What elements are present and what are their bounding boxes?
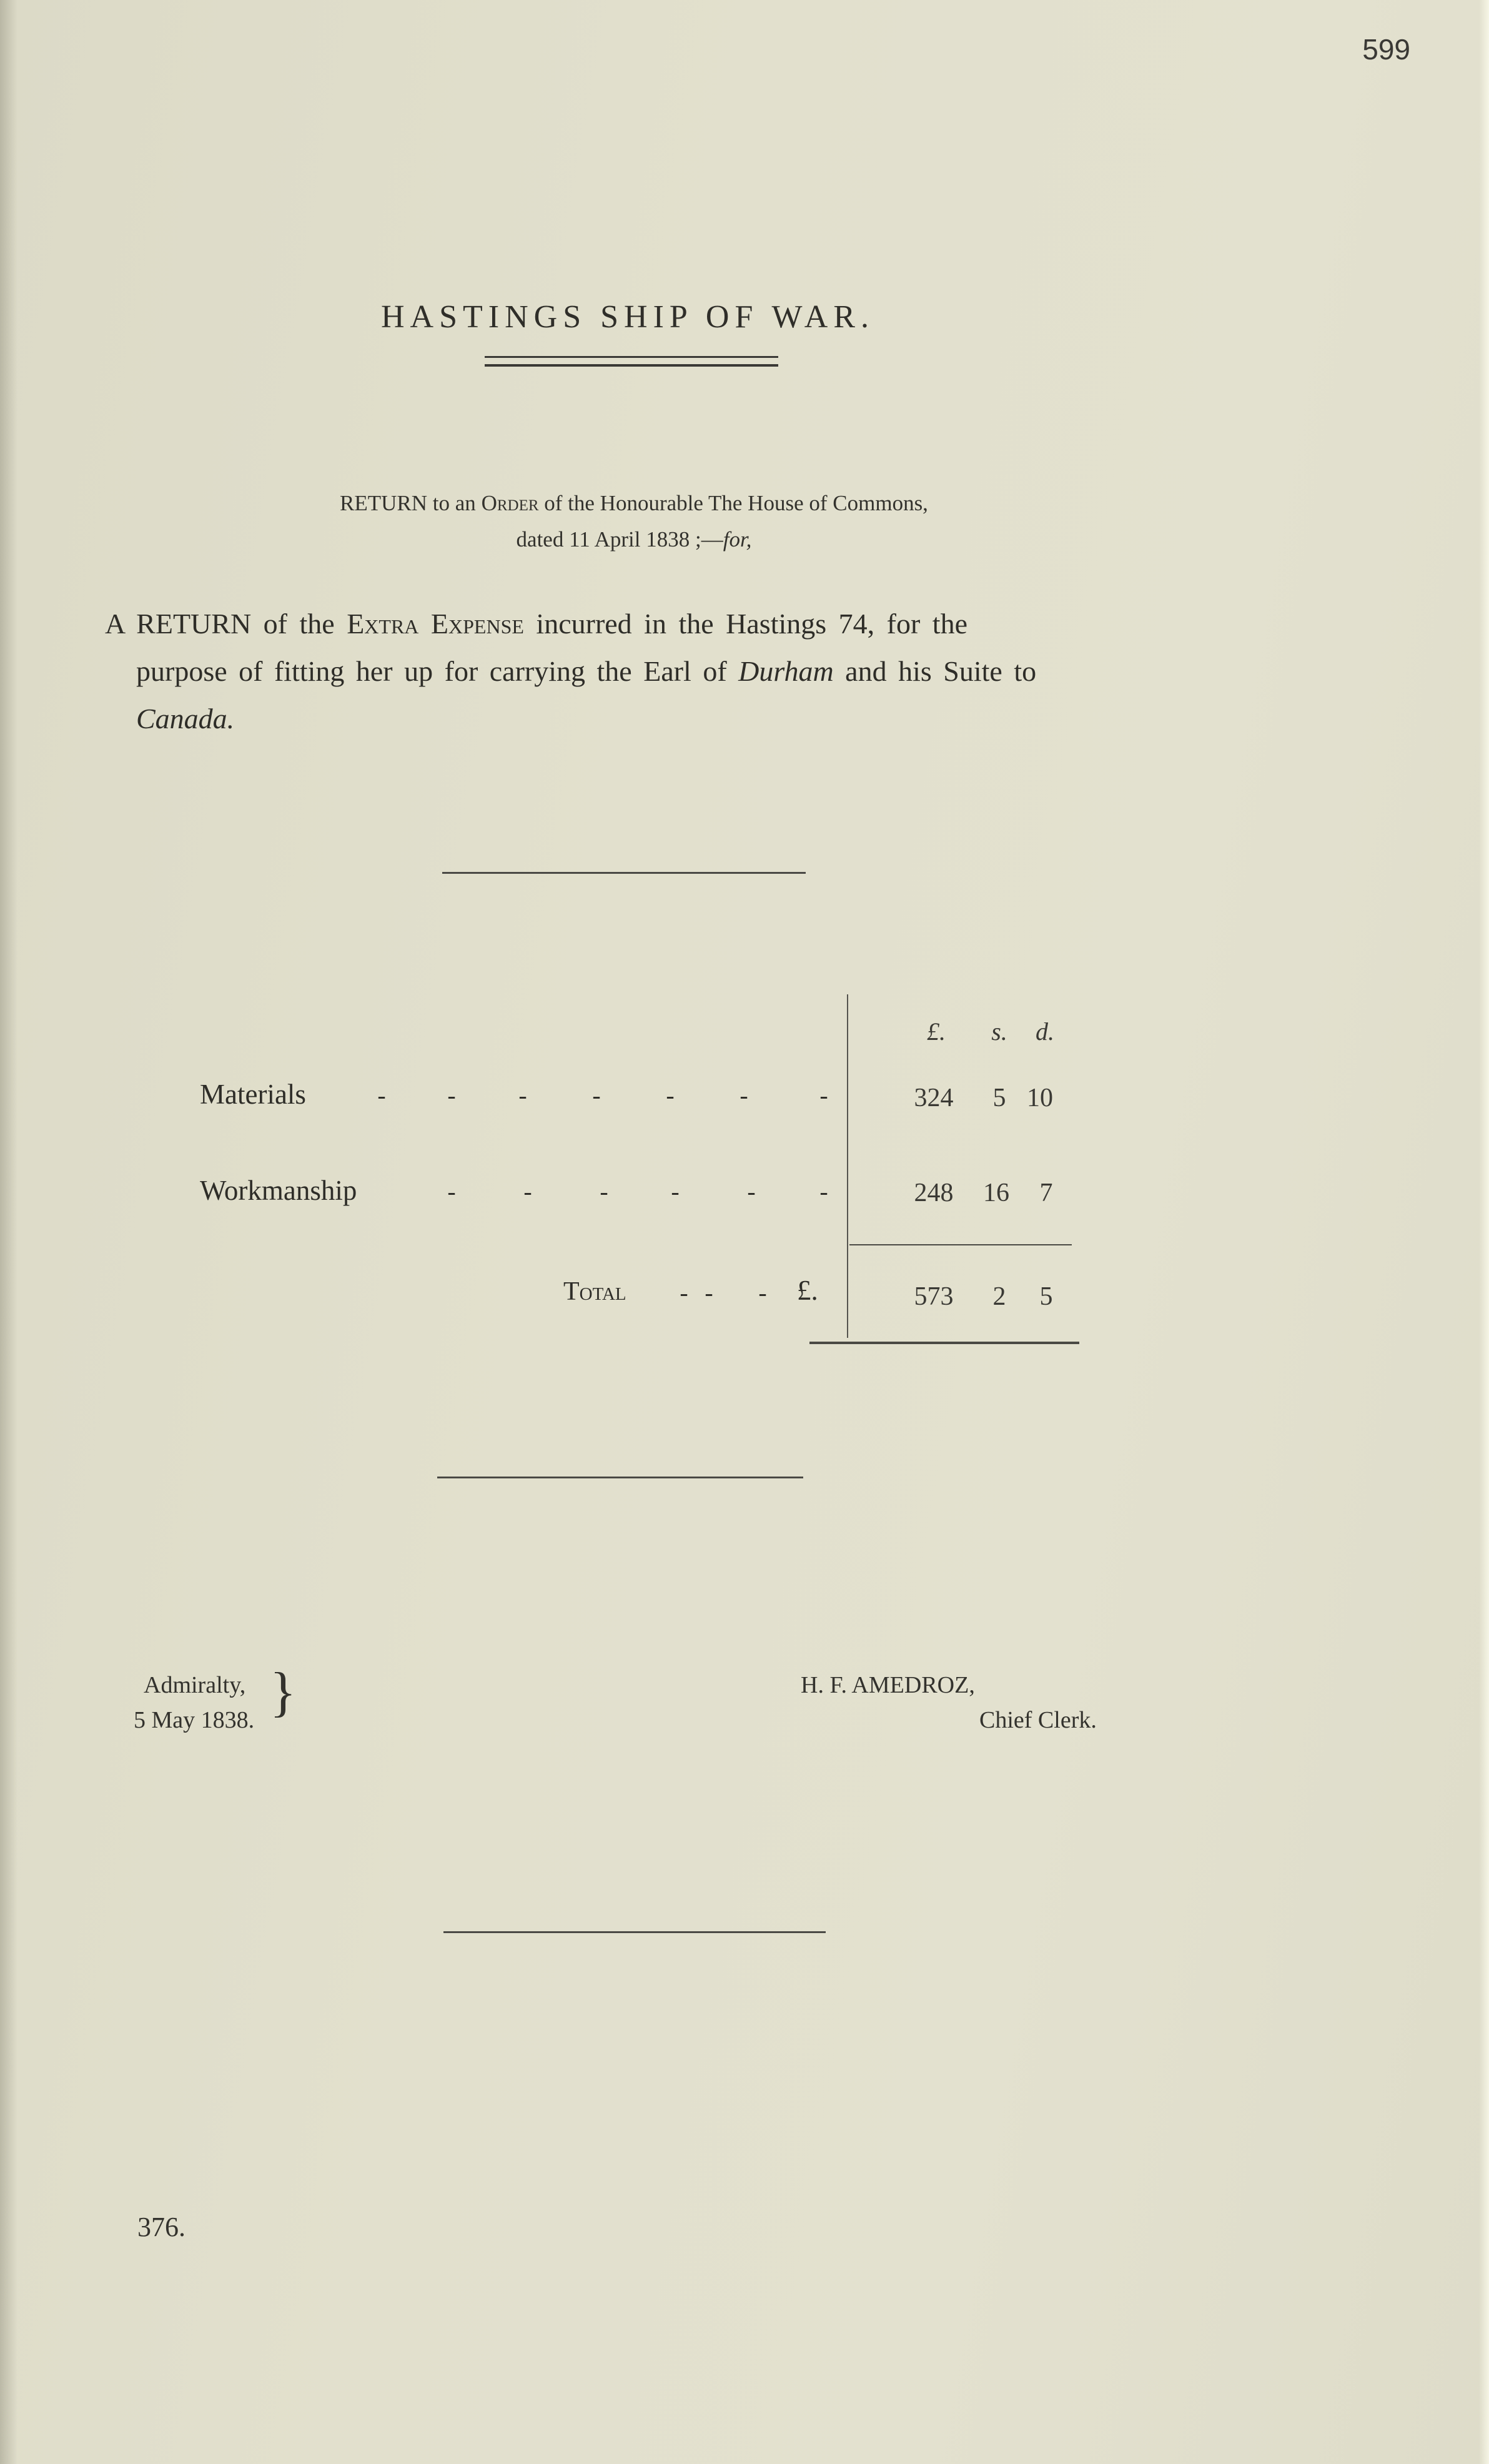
leader-dash: - — [666, 1081, 675, 1109]
order-date-text: dated 11 April 1838 ;— — [516, 527, 723, 552]
section-rule-1 — [442, 872, 806, 874]
return-text-c: incurred in the Hastings 74, for the — [523, 608, 967, 640]
return-text-f: and his Suite to — [833, 655, 1037, 687]
total-rule — [809, 1342, 1079, 1344]
leader-dash: - — [747, 1177, 756, 1205]
page-edge-shadow — [0, 0, 17, 2464]
section-rule-2 — [437, 1477, 803, 1478]
return-text-d: purpose of fitting her up for carrying the Earl of — [136, 655, 739, 687]
order-text-c: of the Honourable The House of Commons, — [538, 491, 928, 515]
leader-dash: - — [518, 1081, 527, 1109]
materials-pounds: 324 — [914, 1084, 954, 1112]
leader-dash: - — [447, 1081, 456, 1109]
leader-dash: - — [671, 1177, 680, 1205]
leader-dash: - — [592, 1081, 601, 1109]
signatory-name: H. F. AMEDROZ, — [801, 1672, 975, 1698]
materials-shillings: 5 — [992, 1084, 1006, 1112]
leader-dash: - — [377, 1081, 386, 1109]
leader-dash: - — [680, 1279, 688, 1307]
return-line-3 — [136, 702, 234, 735]
workmanship-shillings: 16 — [983, 1179, 1009, 1207]
document-title: HASTINGS SHIP OF WAR. — [381, 299, 874, 335]
total-currency: £. — [797, 1275, 818, 1306]
workmanship-pounds: 248 — [914, 1179, 954, 1207]
order-line-2 — [0, 527, 1268, 552]
materials-pence: 10 — [1027, 1084, 1053, 1112]
signature-date: 5 May 1838. — [134, 1707, 255, 1733]
total-pence: 5 — [1039, 1282, 1053, 1311]
brace-glyph: } — [270, 1662, 297, 1723]
leader-dash: - — [447, 1177, 456, 1205]
section-rule-3 — [443, 1931, 826, 1933]
total-label: Total — [563, 1277, 626, 1306]
order-line-1 — [0, 491, 1268, 516]
return-line-1 — [105, 607, 967, 640]
return-text-g: Canada. — [136, 703, 235, 735]
row-label-materials: Materials — [200, 1079, 306, 1110]
signature-place: Admiralty, — [144, 1672, 246, 1698]
return-text-b: Extra Expense — [347, 608, 524, 640]
return-text-a: A RETURN of the — [105, 608, 347, 640]
header-pounds: £. — [927, 1017, 946, 1046]
leader-dash: - — [758, 1279, 767, 1307]
total-shillings: 2 — [992, 1282, 1006, 1311]
leader-dash: - — [523, 1177, 532, 1205]
page-number: 599 — [1362, 33, 1410, 66]
leader-dash: - — [600, 1177, 608, 1205]
leader-dash: - — [705, 1279, 713, 1307]
return-line-2 — [136, 655, 1036, 688]
title-double-rule — [485, 356, 778, 367]
leader-dash: - — [819, 1081, 828, 1109]
header-shillings: s. — [991, 1017, 1007, 1046]
leader-dash: - — [740, 1081, 748, 1109]
subtotal-rule — [849, 1244, 1072, 1245]
workmanship-pence: 7 — [1039, 1179, 1053, 1207]
return-text-e: Durham — [738, 655, 834, 687]
signatory-role: Chief Clerk. — [979, 1707, 1097, 1733]
table-column-rule — [847, 994, 848, 1338]
row-label-workmanship: Workmanship — [200, 1175, 357, 1206]
leader-dash: - — [819, 1177, 828, 1205]
header-pence: d. — [1036, 1017, 1054, 1046]
order-for-text: for, — [723, 527, 752, 552]
document-number: 376. — [137, 2212, 186, 2242]
page-edge-highlight — [1479, 0, 1489, 2464]
total-pounds: 573 — [914, 1282, 954, 1311]
order-text-b: Order — [481, 491, 539, 515]
order-text-a: RETURN to an — [340, 491, 482, 515]
